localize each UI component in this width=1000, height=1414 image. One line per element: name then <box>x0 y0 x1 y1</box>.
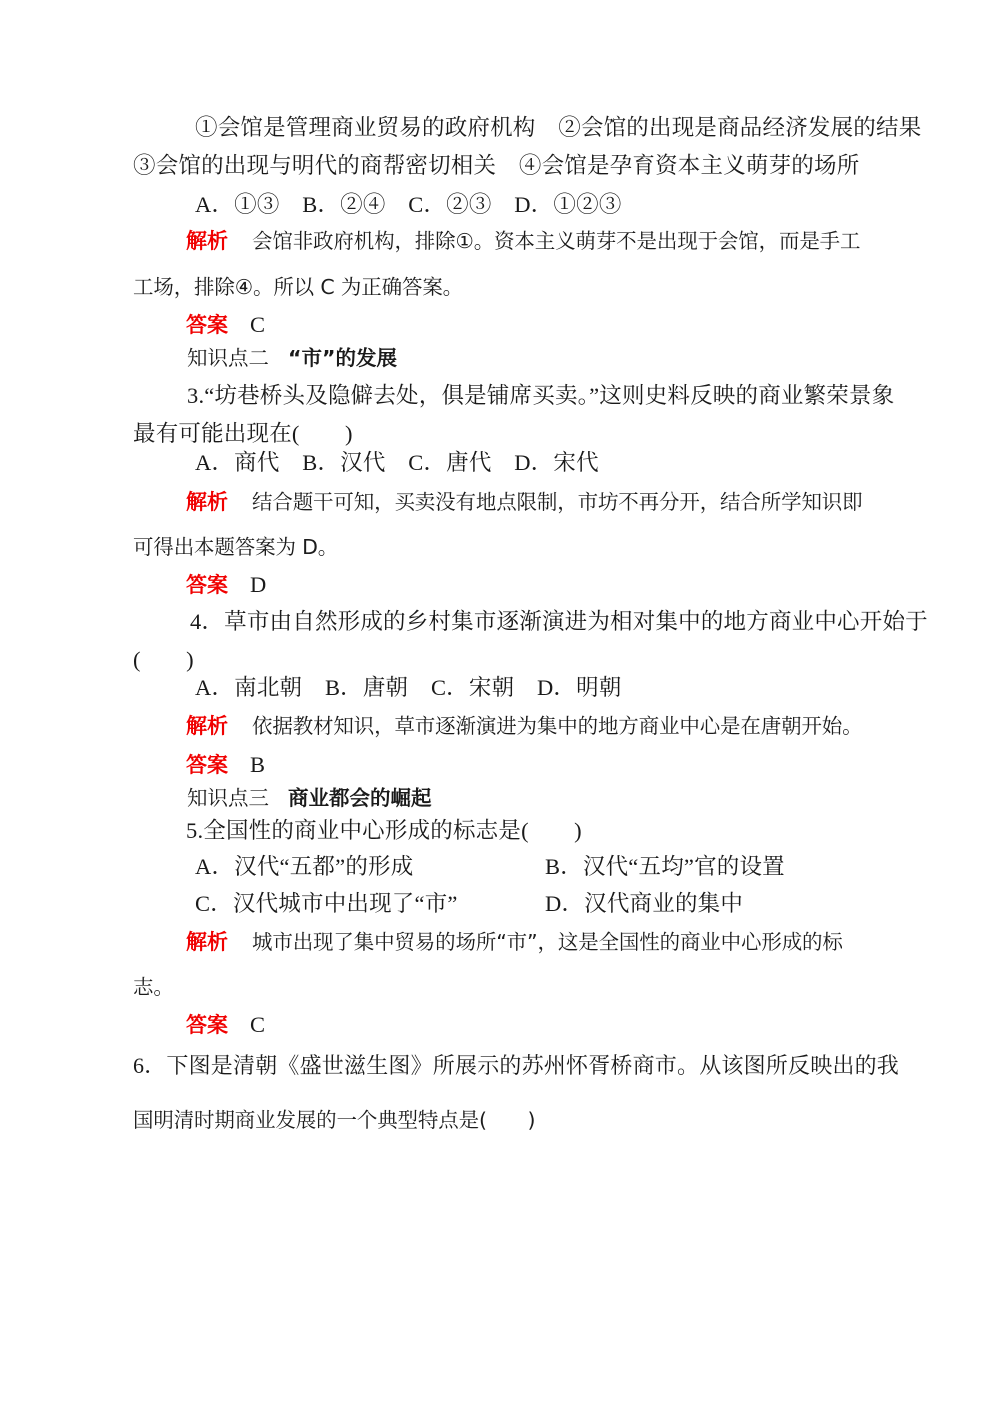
q5-option-d: D．汉代商业的集中 <box>545 891 744 916</box>
q4-analysis-line-1: 依据教材知识，草市逐渐演进为集中的地方商业中心是在唐朝开始。 <box>252 714 863 738</box>
q3-options: A．商代 B．汉代 C．唐代 D．宋代 <box>195 450 599 475</box>
q5-option-c: C．汉代城市中出现了“市” <box>195 891 458 916</box>
q3-analysis-line-2: 可得出本题答案为 D。 <box>133 535 339 559</box>
q3-answer-value: D <box>250 572 267 597</box>
q2-analysis-label: 解析 <box>186 229 228 253</box>
section-two-heading-title: “市”的发展 <box>288 346 397 370</box>
q5-answer-value: C <box>250 1012 266 1037</box>
q5-analysis-label: 解析 <box>186 930 228 954</box>
section-three-heading-label: 知识点三 <box>187 788 269 810</box>
section-three-heading-title: 商业都会的崛起 <box>288 786 432 810</box>
section-two-heading-label: 知识点二 <box>187 348 269 370</box>
q2-analysis-line-2: 工场，排除④。所以 C 为正确答案。 <box>133 275 464 299</box>
q5-analysis-line-2: 志。 <box>133 975 174 999</box>
q4-stem-line-2: ( ) <box>133 647 194 672</box>
q3-analysis-line-1: 结合题干可知，买卖没有地点限制，市坊不再分开，结合所学知识即 <box>252 490 863 514</box>
q2-options: A．①③ B．②④ C．②③ D．①②③ <box>195 192 622 217</box>
q4-analysis-label: 解析 <box>186 714 228 738</box>
q4-answer-value: B <box>250 752 266 777</box>
q5-stem: 5.全国性的商业中心形成的标志是( ) <box>186 818 582 843</box>
q2-answer-label: 答案 <box>186 313 228 337</box>
q2-analysis-line-1: 会馆非政府机构，排除①。资本主义萌芽不是出现于会馆，而是手工 <box>252 229 861 253</box>
q4-answer-label: 答案 <box>186 753 228 777</box>
q3-answer-label: 答案 <box>186 573 228 597</box>
q6-stem-line-1: 6．下图是清朝《盛世滋生图》所展示的苏州怀胥桥商市。从该图所反映出的我 <box>133 1053 900 1078</box>
q3-stem-line-2: 最有可能出现在( ) <box>133 421 353 446</box>
q3-stem-line-1: 3.“坊巷桥头及隐僻去处，俱是铺席买卖。”这则史料反映的商业繁荣景象 <box>187 383 895 408</box>
q5-analysis-line-1: 城市出现了集中贸易的场所“市”，这是全国性的商业中心形成的标 <box>252 930 843 954</box>
q6-stem-line-2: 国明清时期商业发展的一个典型特点是( ) <box>133 1108 536 1132</box>
q5-answer-label: 答案 <box>186 1013 228 1037</box>
q2-statements-line-2: ③会馆的出现与明代的商帮密切相关 ④会馆是孕育资本主义萌芽的场所 <box>133 153 860 178</box>
q3-analysis-label: 解析 <box>186 490 228 514</box>
q2-answer-value: C <box>250 312 266 337</box>
q4-options: A．南北朝 B．唐朝 C．宋朝 D．明朝 <box>195 675 622 700</box>
q5-option-a: A．汉代“五都”的形成 <box>195 854 414 879</box>
q4-stem-line-1: 4．草市由自然形成的乡村集市逐渐演进为相对集中的地方商业中心开始于 <box>190 609 928 634</box>
q2-statements-line-1: ①会馆是管理商业贸易的政府机构 ②会馆的出现是商品经济发展的结果 <box>195 115 922 140</box>
q5-option-b: B．汉代“五均”官的设置 <box>545 854 785 879</box>
